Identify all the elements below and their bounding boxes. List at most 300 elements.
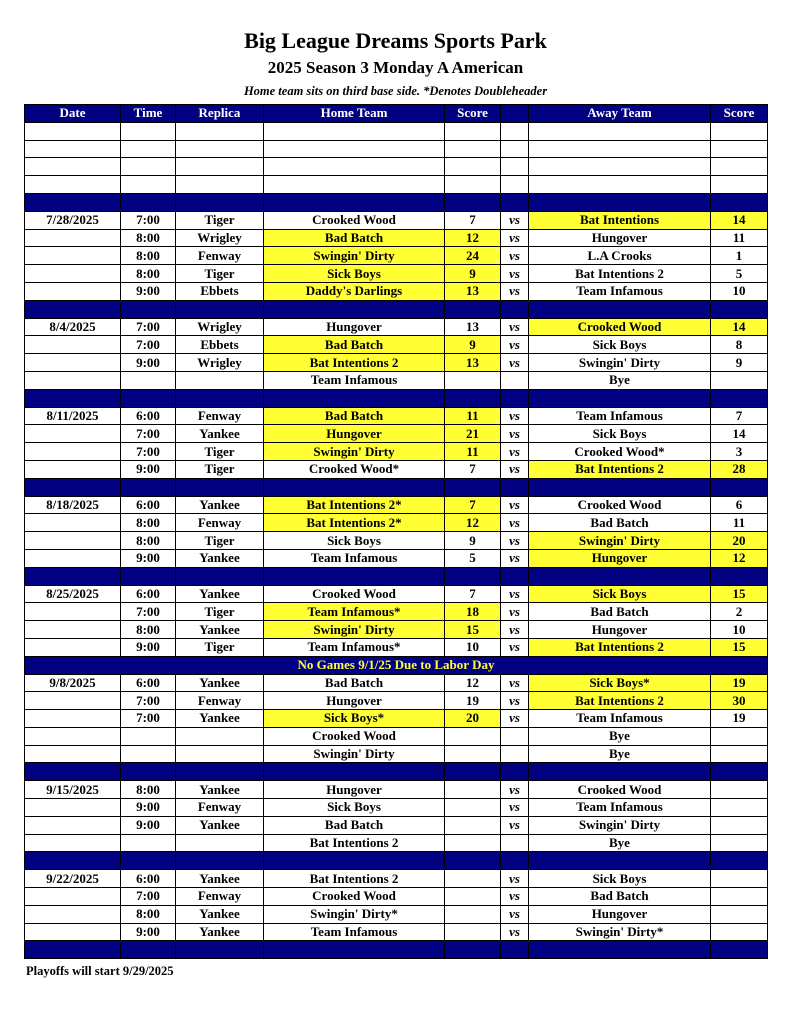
date-cell: 8/25/2025 <box>25 585 121 603</box>
home-team-cell: Bat Intentions 2 <box>264 834 445 852</box>
replica-cell: Yankee <box>176 585 264 603</box>
home-team-note: Home team sits on third base side. *Denotes Doubleheader <box>243 84 548 98</box>
game-row <box>25 496 768 514</box>
away-team-cell: Bat Intentions <box>529 211 711 229</box>
time-cell: 7:00 <box>121 318 176 336</box>
col-header-away-score: Score <box>711 105 768 123</box>
separator-cell <box>711 478 768 496</box>
date-cell <box>25 638 121 656</box>
away-score-cell: 9 <box>711 354 768 372</box>
date-cell <box>25 247 121 265</box>
game-row <box>25 371 768 389</box>
date-cell: 8/11/2025 <box>25 407 121 425</box>
time-cell: 6:00 <box>121 407 176 425</box>
game-row <box>25 816 768 834</box>
time-cell: 9:00 <box>121 354 176 372</box>
away-team-cell: Bat Intentions 2 <box>529 692 711 710</box>
week-separator-row <box>25 389 768 407</box>
home-team-cell: Crooked Wood* <box>264 460 445 478</box>
vs-cell: vs <box>501 354 529 372</box>
date-cell: 9/15/2025 <box>25 781 121 799</box>
replica-cell: Yankee <box>176 621 264 639</box>
home-score-cell: 7 <box>445 460 501 478</box>
home-score-cell: 11 <box>445 407 501 425</box>
away-team-cell: Crooked Wood <box>529 496 711 514</box>
separator-cell <box>121 300 176 318</box>
home-team-cell: Bat Intentions 2 <box>264 354 445 372</box>
empty-cell <box>264 140 445 158</box>
separator-cell <box>264 389 445 407</box>
col-header-date: Date <box>25 105 121 123</box>
home-team-cell: Crooked Wood <box>264 888 445 906</box>
game-row <box>25 282 768 300</box>
empty-cell <box>176 158 264 176</box>
separator-cell <box>121 389 176 407</box>
date-cell <box>25 371 121 389</box>
game-row <box>25 460 768 478</box>
replica-cell: Tiger <box>176 443 264 461</box>
notice-row <box>25 656 768 674</box>
away-score-cell: 10 <box>711 282 768 300</box>
away-team-cell: Crooked Wood* <box>529 443 711 461</box>
date-cell <box>25 425 121 443</box>
separator-cell <box>121 941 176 959</box>
away-team-cell: Bye <box>529 834 711 852</box>
separator-cell <box>445 852 501 870</box>
time-cell: 8:00 <box>121 514 176 532</box>
home-team-cell: Sick Boys <box>264 265 445 283</box>
date-cell <box>25 514 121 532</box>
vs-cell: vs <box>501 781 529 799</box>
separator-cell <box>445 763 501 781</box>
separator-cell <box>501 567 529 585</box>
home-team-cell: Hungover <box>264 781 445 799</box>
separator-cell <box>176 852 264 870</box>
game-row <box>25 265 768 283</box>
away-team-cell: Sick Boys <box>529 585 711 603</box>
time-cell: 9:00 <box>121 549 176 567</box>
home-team-cell: Sick Boys* <box>264 710 445 728</box>
vs-cell: vs <box>501 443 529 461</box>
home-team-cell: Hungover <box>264 425 445 443</box>
game-row <box>25 532 768 550</box>
time-cell: 7:00 <box>121 336 176 354</box>
away-team-cell: Bad Batch <box>529 603 711 621</box>
replica-cell: Fenway <box>176 799 264 817</box>
week-separator-row <box>25 300 768 318</box>
time-cell <box>121 745 176 763</box>
away-score-cell: 14 <box>711 425 768 443</box>
game-row <box>25 674 768 692</box>
date-cell <box>25 549 121 567</box>
vs-cell <box>501 834 529 852</box>
away-score-cell <box>711 834 768 852</box>
vs-cell: vs <box>501 425 529 443</box>
home-score-cell: 7 <box>445 496 501 514</box>
separator-cell <box>264 193 445 211</box>
vs-cell: vs <box>501 621 529 639</box>
home-team-cell: Crooked Wood <box>264 585 445 603</box>
separator-cell <box>711 567 768 585</box>
empty-cell <box>176 176 264 194</box>
replica-cell: Wrigley <box>176 354 264 372</box>
empty-cell <box>176 140 264 158</box>
separator-cell <box>176 941 264 959</box>
time-cell: 7:00 <box>121 888 176 906</box>
separator-cell <box>264 478 445 496</box>
separator-cell <box>176 389 264 407</box>
col-header-time: Time <box>121 105 176 123</box>
replica-cell <box>176 727 264 745</box>
empty-cell <box>501 122 529 140</box>
week-separator-row <box>25 567 768 585</box>
away-team-cell: Hungover <box>529 905 711 923</box>
home-score-cell: 9 <box>445 265 501 283</box>
home-team-cell: Swingin' Dirty <box>264 247 445 265</box>
date-cell <box>25 816 121 834</box>
separator-cell <box>176 567 264 585</box>
vs-cell: vs <box>501 282 529 300</box>
blank-row <box>25 176 768 194</box>
separator-cell <box>264 763 445 781</box>
separator-cell <box>25 763 121 781</box>
no-games-notice: No Games 9/1/25 Due to Labor Day <box>25 656 768 674</box>
time-cell: 9:00 <box>121 638 176 656</box>
empty-cell <box>121 140 176 158</box>
separator-cell <box>25 852 121 870</box>
date-cell <box>25 443 121 461</box>
col-header-vs <box>501 105 529 123</box>
home-score-cell: 12 <box>445 674 501 692</box>
away-score-cell: 3 <box>711 443 768 461</box>
home-score-cell: 13 <box>445 282 501 300</box>
home-score-cell: 19 <box>445 692 501 710</box>
vs-cell: vs <box>501 247 529 265</box>
date-cell <box>25 229 121 247</box>
game-row <box>25 799 768 817</box>
empty-cell <box>121 122 176 140</box>
separator-cell <box>711 852 768 870</box>
home-score-cell: 9 <box>445 336 501 354</box>
blank-row <box>25 140 768 158</box>
game-row <box>25 336 768 354</box>
away-team-cell: Bye <box>529 371 711 389</box>
separator-cell <box>445 193 501 211</box>
empty-cell <box>264 158 445 176</box>
separator-cell <box>445 478 501 496</box>
replica-cell: Yankee <box>176 710 264 728</box>
vs-cell: vs <box>501 638 529 656</box>
home-team-cell: Bat Intentions 2* <box>264 514 445 532</box>
schedule-table <box>24 104 768 959</box>
vs-cell: vs <box>501 514 529 532</box>
empty-cell <box>25 176 121 194</box>
replica-cell: Tiger <box>176 603 264 621</box>
vs-cell: vs <box>501 870 529 888</box>
time-cell: 9:00 <box>121 282 176 300</box>
game-row <box>25 585 768 603</box>
empty-cell <box>529 122 711 140</box>
separator-cell <box>25 389 121 407</box>
replica-cell: Yankee <box>176 549 264 567</box>
home-score-cell: 15 <box>445 621 501 639</box>
time-cell: 7:00 <box>121 692 176 710</box>
replica-cell: Tiger <box>176 211 264 229</box>
home-score-cell: 5 <box>445 549 501 567</box>
home-team-cell: Swingin' Dirty <box>264 745 445 763</box>
separator-cell <box>501 763 529 781</box>
vs-cell: vs <box>501 549 529 567</box>
separator-cell <box>176 300 264 318</box>
vs-cell: vs <box>501 710 529 728</box>
away-score-cell: 8 <box>711 336 768 354</box>
home-score-cell: 11 <box>445 443 501 461</box>
away-score-cell: 10 <box>711 621 768 639</box>
empty-cell <box>445 158 501 176</box>
page-subtitle: 2025 Season 3 Monday A American <box>267 58 524 77</box>
game-row <box>25 888 768 906</box>
separator-cell <box>445 389 501 407</box>
schedule-body <box>25 122 768 958</box>
vs-cell: vs <box>501 407 529 425</box>
col-header-replica: Replica <box>176 105 264 123</box>
game-row <box>25 229 768 247</box>
replica-cell <box>176 371 264 389</box>
separator-cell <box>25 193 121 211</box>
vs-cell: vs <box>501 905 529 923</box>
replica-cell: Ebbets <box>176 282 264 300</box>
game-row <box>25 549 768 567</box>
date-cell: 8/4/2025 <box>25 318 121 336</box>
away-score-cell: 15 <box>711 638 768 656</box>
replica-cell: Tiger <box>176 460 264 478</box>
home-score-cell: 9 <box>445 532 501 550</box>
separator-cell <box>529 193 711 211</box>
away-score-cell: 2 <box>711 603 768 621</box>
empty-cell <box>711 158 768 176</box>
vs-cell <box>501 371 529 389</box>
replica-cell: Tiger <box>176 638 264 656</box>
separator-cell <box>529 478 711 496</box>
home-score-cell <box>445 905 501 923</box>
away-team-cell: Team Infamous <box>529 710 711 728</box>
col-header-home-score: Score <box>445 105 501 123</box>
time-cell: 6:00 <box>121 870 176 888</box>
time-cell: 9:00 <box>121 816 176 834</box>
separator-cell <box>121 567 176 585</box>
away-score-cell <box>711 799 768 817</box>
replica-cell: Yankee <box>176 923 264 941</box>
away-score-cell: 11 <box>711 229 768 247</box>
home-team-cell: Bad Batch <box>264 816 445 834</box>
away-team-cell: Sick Boys <box>529 870 711 888</box>
home-score-cell: 18 <box>445 603 501 621</box>
vs-cell: vs <box>501 603 529 621</box>
game-row <box>25 834 768 852</box>
home-score-cell: 13 <box>445 354 501 372</box>
time-cell: 8:00 <box>121 532 176 550</box>
vs-cell: vs <box>501 336 529 354</box>
separator-cell <box>711 193 768 211</box>
home-team-cell: Crooked Wood <box>264 211 445 229</box>
away-score-cell <box>711 905 768 923</box>
away-team-cell: Team Infamous <box>529 799 711 817</box>
vs-cell: vs <box>501 318 529 336</box>
playoffs-note: Playoffs will start 9/29/2025 <box>26 964 174 978</box>
home-score-cell <box>445 870 501 888</box>
replica-cell: Fenway <box>176 888 264 906</box>
separator-cell <box>711 300 768 318</box>
separator-cell <box>501 389 529 407</box>
home-score-cell: 13 <box>445 318 501 336</box>
replica-cell <box>176 745 264 763</box>
replica-cell: Fenway <box>176 407 264 425</box>
home-score-cell: 12 <box>445 514 501 532</box>
empty-cell <box>501 158 529 176</box>
date-cell <box>25 923 121 941</box>
away-team-cell: Swingin' Dirty <box>529 532 711 550</box>
time-cell: 8:00 <box>121 905 176 923</box>
home-score-cell <box>445 727 501 745</box>
away-team-cell: Swingin' Dirty <box>529 816 711 834</box>
home-score-cell <box>445 781 501 799</box>
time-cell: 6:00 <box>121 585 176 603</box>
replica-cell: Yankee <box>176 781 264 799</box>
separator-cell <box>711 941 768 959</box>
week-separator-row <box>25 852 768 870</box>
time-cell: 9:00 <box>121 923 176 941</box>
replica-cell: Fenway <box>176 247 264 265</box>
replica-cell: Yankee <box>176 816 264 834</box>
separator-cell <box>176 763 264 781</box>
empty-cell <box>445 122 501 140</box>
away-score-cell: 1 <box>711 247 768 265</box>
week-separator-row <box>25 193 768 211</box>
home-score-cell: 12 <box>445 229 501 247</box>
vs-cell: vs <box>501 532 529 550</box>
away-team-cell: Bat Intentions 2 <box>529 460 711 478</box>
time-cell: 8:00 <box>121 229 176 247</box>
week-separator-row <box>25 941 768 959</box>
away-score-cell: 5 <box>711 265 768 283</box>
empty-cell <box>445 140 501 158</box>
date-cell <box>25 905 121 923</box>
vs-cell: vs <box>501 888 529 906</box>
time-cell: 7:00 <box>121 425 176 443</box>
date-cell <box>25 336 121 354</box>
away-score-cell: 15 <box>711 585 768 603</box>
separator-cell <box>445 941 501 959</box>
away-score-cell <box>711 745 768 763</box>
date-cell <box>25 834 121 852</box>
empty-cell <box>25 158 121 176</box>
time-cell: 8:00 <box>121 621 176 639</box>
home-score-cell <box>445 371 501 389</box>
away-score-cell: 28 <box>711 460 768 478</box>
replica-cell: Fenway <box>176 692 264 710</box>
game-row <box>25 692 768 710</box>
replica-cell: Wrigley <box>176 318 264 336</box>
separator-cell <box>264 941 445 959</box>
date-cell <box>25 354 121 372</box>
away-score-cell <box>711 870 768 888</box>
away-team-cell: L.A Crooks <box>529 247 711 265</box>
time-cell <box>121 371 176 389</box>
away-score-cell: 30 <box>711 692 768 710</box>
game-row <box>25 905 768 923</box>
vs-cell: vs <box>501 674 529 692</box>
game-row <box>25 727 768 745</box>
date-cell <box>25 727 121 745</box>
date-cell: 9/8/2025 <box>25 674 121 692</box>
away-team-cell: Bye <box>529 745 711 763</box>
home-team-cell: Crooked Wood <box>264 727 445 745</box>
time-cell: 8:00 <box>121 781 176 799</box>
replica-cell: Wrigley <box>176 229 264 247</box>
replica-cell: Fenway <box>176 514 264 532</box>
col-header-home-team: Home Team <box>264 105 445 123</box>
date-cell: 7/28/2025 <box>25 211 121 229</box>
separator-cell <box>501 478 529 496</box>
home-team-cell: Team Infamous <box>264 923 445 941</box>
separator-cell <box>445 567 501 585</box>
home-score-cell <box>445 834 501 852</box>
away-score-cell <box>711 781 768 799</box>
time-cell: 7:00 <box>121 710 176 728</box>
away-team-cell: Crooked Wood <box>529 781 711 799</box>
empty-cell <box>25 122 121 140</box>
empty-cell <box>711 122 768 140</box>
time-cell: 6:00 <box>121 674 176 692</box>
separator-cell <box>121 478 176 496</box>
date-cell <box>25 265 121 283</box>
date-cell <box>25 745 121 763</box>
replica-cell: Yankee <box>176 496 264 514</box>
replica-cell: Ebbets <box>176 336 264 354</box>
home-score-cell <box>445 923 501 941</box>
time-cell: 6:00 <box>121 496 176 514</box>
home-score-cell: 10 <box>445 638 501 656</box>
away-team-cell: Bat Intentions 2 <box>529 265 711 283</box>
away-team-cell: Crooked Wood <box>529 318 711 336</box>
away-score-cell: 11 <box>711 514 768 532</box>
home-score-cell <box>445 888 501 906</box>
game-row <box>25 745 768 763</box>
home-team-cell: Team Infamous <box>264 549 445 567</box>
empty-cell <box>121 176 176 194</box>
date-cell: 8/18/2025 <box>25 496 121 514</box>
vs-cell <box>501 745 529 763</box>
away-team-cell: Hungover <box>529 229 711 247</box>
date-cell <box>25 888 121 906</box>
date-cell <box>25 799 121 817</box>
away-team-cell: Swingin' Dirty <box>529 354 711 372</box>
empty-cell <box>711 140 768 158</box>
away-score-cell: 6 <box>711 496 768 514</box>
empty-cell <box>264 176 445 194</box>
date-cell: 9/22/2025 <box>25 870 121 888</box>
time-cell: 7:00 <box>121 443 176 461</box>
empty-cell <box>529 158 711 176</box>
away-team-cell: Hungover <box>529 621 711 639</box>
empty-cell <box>529 140 711 158</box>
separator-cell <box>529 567 711 585</box>
away-score-cell <box>711 923 768 941</box>
home-score-cell: 21 <box>445 425 501 443</box>
date-cell <box>25 692 121 710</box>
away-score-cell: 12 <box>711 549 768 567</box>
home-score-cell: 7 <box>445 211 501 229</box>
